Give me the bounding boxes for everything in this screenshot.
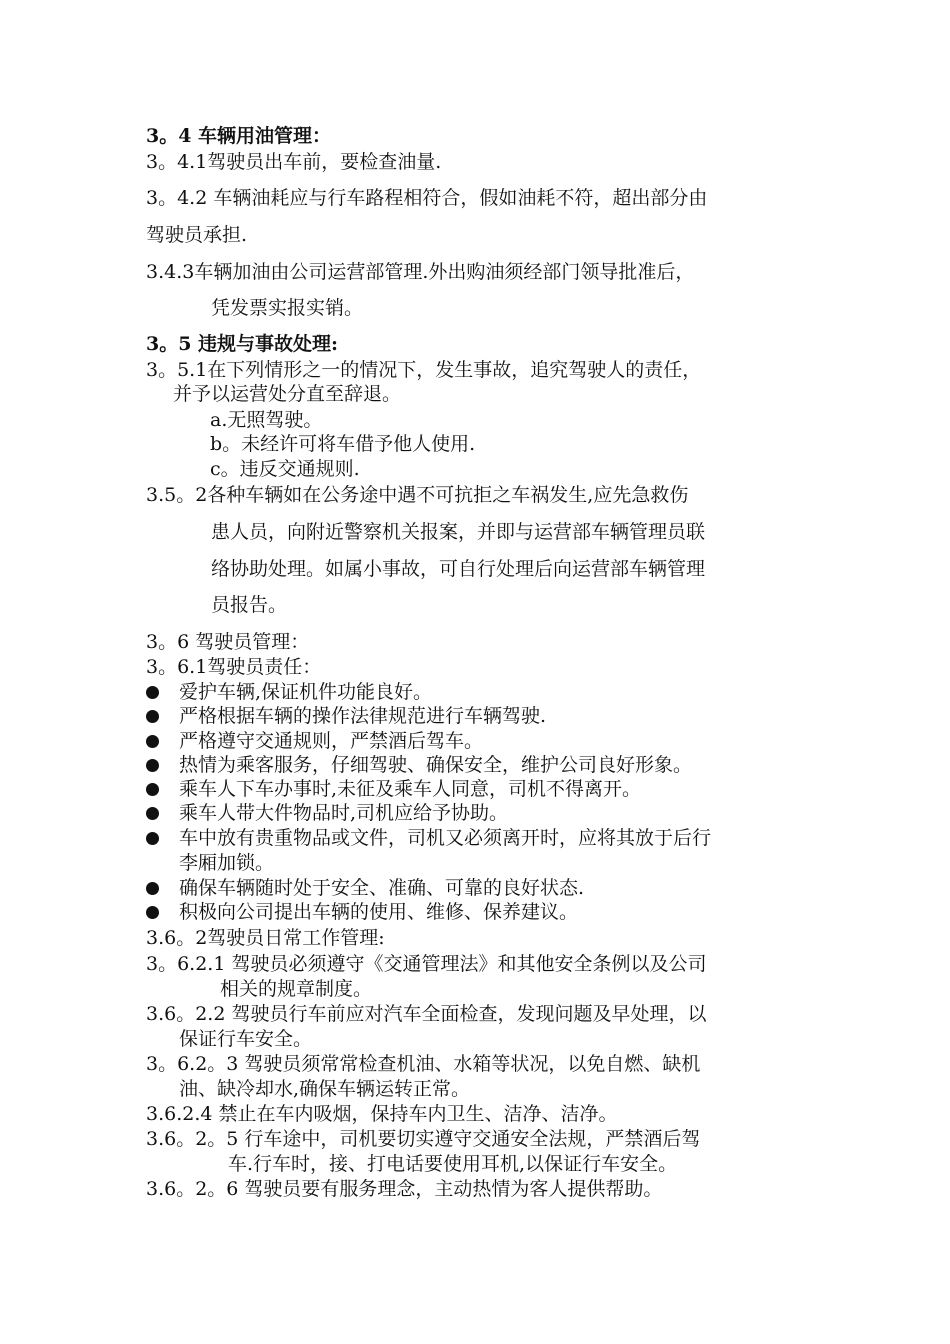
bullet-dot [146,807,159,820]
bullet-dot [146,735,159,748]
duty-item: 积极向公司提出车辆的使用、维修、保养建议。 [179,901,579,923]
duty-item: 热情为乘客服务，仔细驾驶、确保安全，维护公司良好形象。 [179,754,693,776]
clause-3-5-1-line2: 并予以运营处分直至辞退。 [173,383,402,405]
clause-3-5-2-line3: 络协助处理。如属小事故，可自行处理后向运营部车辆管理 [211,558,706,580]
duty-item: 乘车人带大件物品时,司机应给予协助。 [179,802,509,824]
clause-3-6-2-4: 3.6.2.4 禁止在车内吸烟，保持车内卫生、洁净、洁净。 [146,1103,618,1125]
clause-3-4-3-line1: 3.4.3车辆加油由公司运营部管理.外出购油须经部门领导批准后， [146,261,695,283]
clause-3-4-2-line1: 3。4.2 车辆油耗应与行车路程相符合，假如油耗不符，超出部分由 [146,187,708,209]
duty-item: 严格根据车辆的操作法律规范进行车辆驾驶. [179,705,547,727]
clause-3-4-3-line2: 凭发票实报实销。 [211,297,364,319]
clause-3-5-2-line4: 员报告。 [211,594,288,616]
clause-3-6-2-5-line1: 3.6。2。5 行车途中，司机要切实遵守交通安全法规，严禁酒后驾 [146,1128,701,1150]
bullet-dot [146,686,159,699]
bullet-dot [146,783,159,796]
bullet-dot [146,882,159,895]
clause-3-6-2-5-line2: 车.行车时，接、打电话要使用耳机,以保证行车安全。 [228,1153,678,1175]
clause-3-6-2-heading: 3.6。2驾驶员日常工作管理: [146,927,385,949]
clause-3-4-1: 3。4.1驾驶员出车前，要检查油量. [146,151,442,173]
clause-3-5-2-line2: 患人员，向附近警察机关报案，并即与运营部车辆管理员联 [211,521,706,543]
clause-3-6-2-1-line2: 相关的规章制度。 [220,978,373,1000]
clause-3-5-1-item-b: b。未经许可将车借予他人使用. [210,433,476,455]
clause-3-6-2-6: 3.6。2。6 驾驶员要有服务理念，主动热情为客人提供帮助。 [146,1178,663,1200]
duty-item: 乘车人下车办事时,未征及乘车人同意，司机不得离开。 [179,778,642,800]
clause-3-4-2-line2: 驾驶员承担. [146,224,248,246]
bullet-dot [146,759,159,772]
bullet-dot [146,832,159,845]
clause-3-5-1-item-a: a.无照驾驶。 [210,409,323,431]
clause-3-6-2-2-line1: 3.6。2.2 驾驶员行车前应对汽车全面检查，发现问题及早处理，以 [146,1003,707,1025]
duty-item-continuation: 李厢加锁。 [179,852,275,874]
duty-item: 车中放有贵重物品或文件，司机又必须离开时，应将其放于后行 [179,827,712,849]
clause-3-6-2-1-line1: 3。6.2.1 驾驶员必须遵守《交通管理法》和其他安全条例以及公司 [146,953,707,975]
duty-item: 严格遵守交通规则，严禁酒后驾车。 [179,730,484,752]
duty-item: 确保车辆随时处于安全、准确、可靠的良好状态. [179,877,585,899]
duty-item: 爱护车辆,保证机件功能良好。 [179,681,433,703]
clause-3-6-2-3-line1: 3。6.2。3 驾驶员须常常检查机油、水箱等状况，以免自燃、缺机 [146,1053,701,1075]
bullet-dot [146,906,159,919]
section-3-4-heading: 3。4 车辆用油管理： [146,125,332,147]
clause-3-5-2-line1: 3.5。2各种车辆如在公务途中遇不可抗拒之车祸发生,应先急救伤 [146,484,689,506]
section-3-6-heading: 3。6 驾驶员管理： [146,631,310,653]
clause-3-6-1-heading: 3。6.1驾驶员责任： [146,656,322,678]
clause-3-6-2-2-line2: 保证行车安全。 [179,1028,313,1050]
bullet-dot [146,710,159,723]
section-3-5-heading: 3。5 违规与事故处理: [146,333,339,355]
clause-3-6-2-3-line2: 油、缺冷却水,确保车辆运转正常。 [179,1078,471,1100]
clause-3-5-1-item-c: c。违反交通规则. [210,458,360,480]
clause-3-5-1-line1: 3。5.1在下列情形之一的情况下，发生事故，追究驾驶人的责任， [146,359,702,381]
